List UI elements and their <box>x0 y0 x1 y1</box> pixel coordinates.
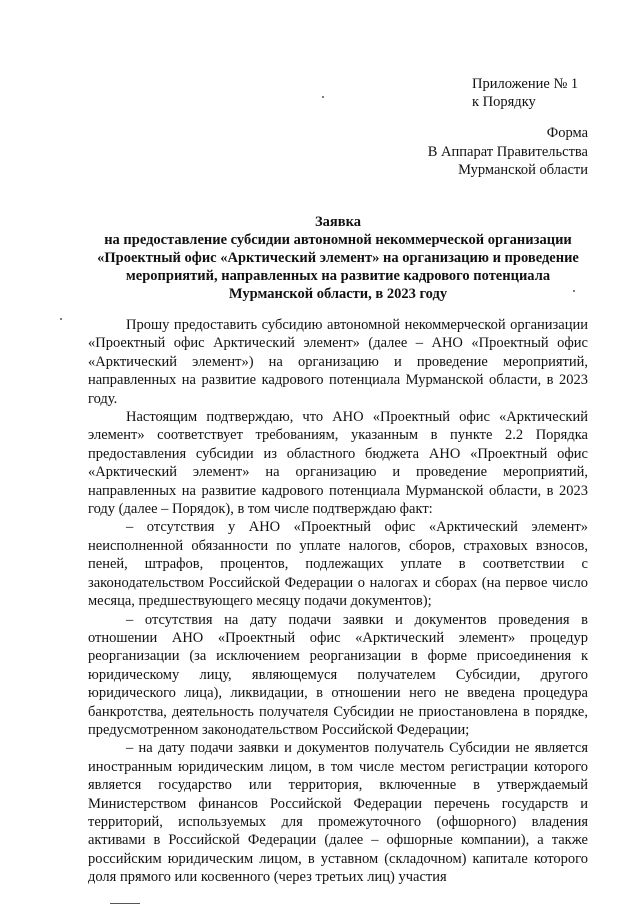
scan-dot <box>322 96 324 98</box>
appendix-order-ref: к Порядку <box>472 94 536 110</box>
title-line-4: мероприятий, направленных на развитие кадрового потенциала <box>125 268 551 284</box>
appendix-reference <box>472 75 578 111</box>
document-body <box>88 316 588 887</box>
paragraph-not-foreign-entity: – на дату подачи заявки и документов получатель Субсидии не является иностранным юридическим лицом, в том числе местом регистрации которого является государство или территория, включенные в утверждаемый Министерством финансов Российской Федерации перечень государств и территорий, используемых для промежуточного (офшорного) владения активами в Российской Федерации (далее – офшорные компании), а также российским юридическим лицом, в уставном (складочном) капитале которого доля прямого или косвенного (через третьих лиц) участия <box>88 740 588 886</box>
addressee-line-2: Мурманской области <box>458 162 588 178</box>
form-label: Форма <box>546 125 588 141</box>
title-line-1: Заявка <box>315 214 361 230</box>
paragraph-no-tax-debt: – отсутствия у АНО «Проектный офис «Арктический элемент» неисполненной обязанности по уплате налогов, сборов, страховых взносов, пеней, штрафов, процентов, подлежащих уплате в соответствии с законодательством Российской Федерации о налогах и сборах (на первое число месяца, предшествующего месяцу подачи документов); <box>88 519 588 610</box>
title-line-3: «Проектный офис «Арктический элемент» на организацию и проведение <box>97 250 579 266</box>
title-line-5: Мурманской области, в 2023 году <box>228 286 448 302</box>
scan-dot <box>110 903 140 904</box>
paragraph-request: Прошу предоставить субсидию автономной некоммерческой организации «Проектный офис Арктический элемент» (далее – АНО «Проектный офис «Арктический элемент») на организацию и проведение мероприятий, направленных на развитие кадрового потенциала Мурманской области, в 2023 году. <box>88 317 588 407</box>
title-line-2: на предоставление субсидии автономной некоммерческой организации <box>104 232 572 248</box>
document-title <box>80 213 596 303</box>
appendix-number: Приложение № 1 <box>472 76 579 92</box>
addressee-block <box>428 124 588 180</box>
scan-dot <box>60 318 62 320</box>
addressee-line-1: В Аппарат Правительства <box>427 143 588 160</box>
paragraph-confirmation: Настоящим подтверждаю, что АНО «Проектный офис «Арктический элемент» соответствует требованиям, указанным в пункте 2.2 Порядка предоставления субсидии из областного бюджета АНО «Проектный офис «Арктический элемент» на организацию и проведение мероприятий, направленных на развитие кадрового потенциала Мурманской области, в 2023 году (далее – Порядок), в том числе подтверждаю факт: <box>88 409 588 518</box>
paragraph-no-reorganization: – отсутствия на дату подачи заявки и документов проведения в отношении АНО «Проектный офис «Арктический элемент» процедур реорганизации (за исключением реорганизации в форме присоединения к юридическому лицу, являющемуся получателем Субсидии, другого юридического лица), ликвидации, в отношении него не введена процедура банкротства, деятельность получателя Субсидии не приостановлена в порядке, предусмотренном законодательством Российской Федерации; <box>88 611 588 738</box>
scan-dot <box>573 290 575 292</box>
